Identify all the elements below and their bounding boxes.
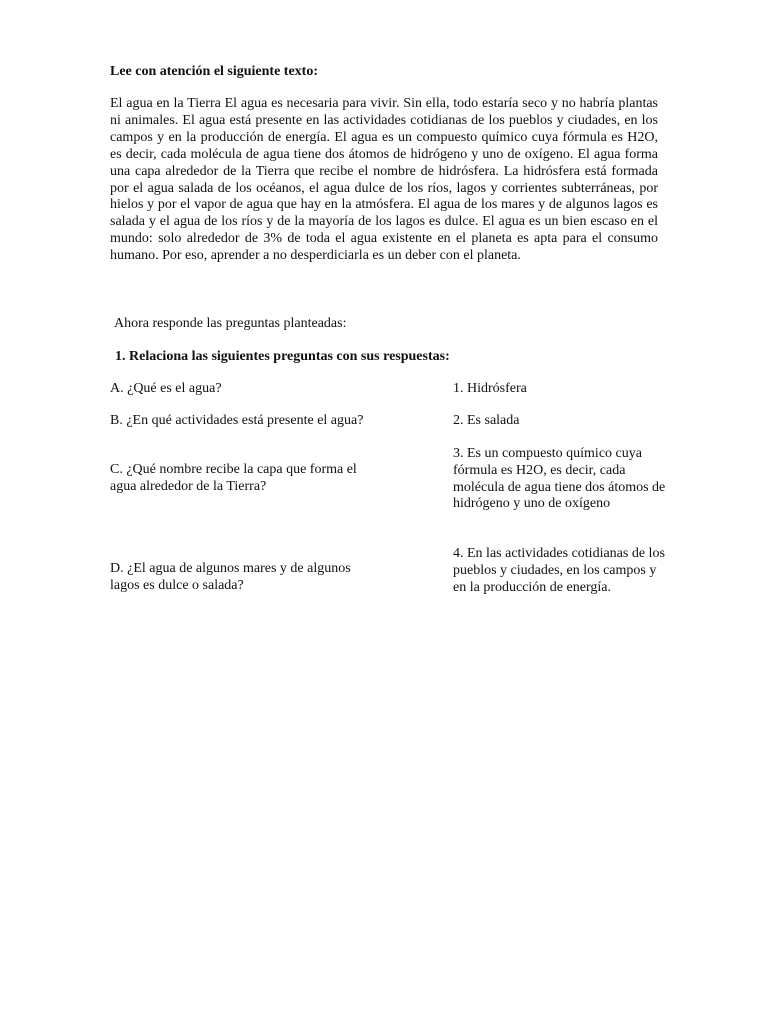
- question-d: D. ¿El agua de algunos mares y de algunos lagos es dulce o salada?: [110, 561, 351, 593]
- answer-3: 3. Es un compuesto químico cuya fórmula es H2O, es decir, cada molécula de agua tiene dos átomos de hidrógeno y uno de oxígeno: [453, 446, 666, 512]
- exercise-title: 1. Relaciona las siguientes preguntas con sus respuestas:: [115, 349, 450, 364]
- reading-passage: El agua en la Tierra El agua es necesaria para vivir. Sin ella, todo estaría seco y no habría plantas ni animales. El agua está presente en las actividades cotidianas de los pueblos y ciudades, en los campos y en la producción de energía. El agua es un compuesto químico cuya fórmula es H2O, es decir, cada molécula de agua tiene dos átomos de hidrógeno y uno de oxígeno. El agua forma una capa alrededor de la Tierra que recibe el nombre de hidrósfera. La hidrósfera está formada por el agua salada de los océanos, el agua dulce de los ríos, lagos y corrientes subterráneas, por hielos y por el vapor de agua que hay en la atmósfera. El agua de los mares y de algunos lagos es salada y el agua de los ríos y de la mayoría de los lagos es dulce. El agua es un bien escaso en el mundo: solo alrededor de 3% de toda el agua existente en el planeta es apta para el consumo humano. Por eso, aprender a no desperdiciarla es un deber con el planeta.: [110, 96, 658, 264]
- question-a: A. ¿Qué es el agua?: [110, 381, 222, 396]
- question-b: B. ¿En qué actividades está presente el agua?: [110, 413, 364, 428]
- instruction-text: Ahora responde las preguntas planteadas:: [114, 316, 347, 331]
- reading-heading: Lee con atención el siguiente texto:: [110, 64, 319, 79]
- answer-4: 4. En las actividades cotidianas de los pueblos y ciudades, en los campos y en la producción de energía.: [453, 546, 665, 595]
- answer-1: 1. Hidrósfera: [453, 381, 527, 396]
- answer-2: 2. Es salada: [453, 413, 520, 428]
- question-c: C. ¿Qué nombre recibe la capa que forma el agua alrededor de la Tierra?: [110, 462, 357, 494]
